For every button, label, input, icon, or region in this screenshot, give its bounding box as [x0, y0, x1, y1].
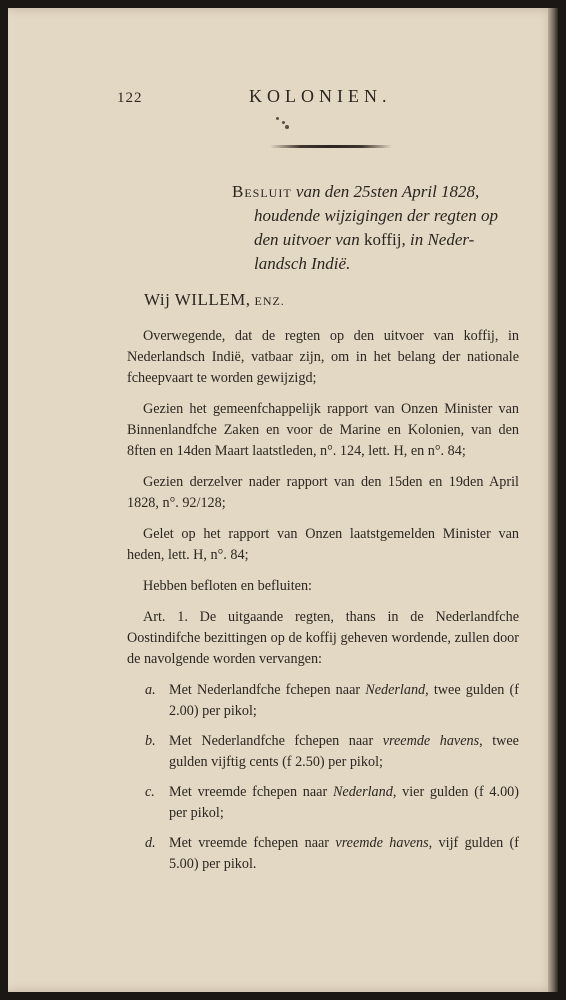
decree-heading-line-1: Besluit van den 25sten April 1828,	[232, 182, 480, 201]
paragraph-gezien-2: Gezien derzelver nader rapport van den 15den en 19den April 1828, n°. 92/128;	[127, 474, 519, 511]
decree-body	[127, 320, 519, 884]
page-number: 122	[117, 90, 143, 106]
list-item: a. Met Nederlandfche fchepen naar Nederland, twee gulden (f 2.00) per pikol;	[145, 682, 519, 719]
list-item: d. Met vreemde fchepen naar vreemde havens, vijf gulden (f 5.00) per pikol.	[145, 835, 519, 872]
page-header	[117, 86, 407, 114]
decree-heading-line-4: landsch Indië.	[254, 254, 351, 273]
paragraph-overwegende: Overwegende, dat de regten op den uitvoer van koffij, in Nederlandsch Indië, vatbaar zijn, om in het belang der nationale fcheepvaart te worden gewijzigd;	[127, 328, 519, 386]
list-item-letter: a.	[145, 682, 156, 698]
decree-heading-line-2: houdende wijzigingen der regten op	[254, 206, 498, 225]
ornament-rule	[270, 145, 392, 148]
king-enz: ENZ.	[250, 294, 285, 308]
list-item: c. Met vreemde fchepen naar Nederland, vier gulden (f 4.00) per pikol;	[145, 784, 519, 821]
paragraph-article-1: Art. 1. De uitgaande regten, thans in de Nederlandfche Oostindifche bezittingen op de koffij geheven wordende, zullen door de navolgende worden vervangen:	[127, 609, 519, 667]
king-name: Wij WILLEM,	[144, 290, 251, 309]
book-spine-edge	[548, 8, 558, 992]
running-title: KOLONIEN.	[249, 86, 392, 106]
decree-heading-line-3: den uitvoer van koffij, in Neder-	[254, 230, 475, 249]
list-item: b. Met Nederlandfche fchepen naar vreemde havens, twee gulden vijftig cents (f 2.50) per pikol;	[145, 733, 519, 770]
list-item-letter: c.	[145, 784, 155, 800]
king-address	[144, 290, 285, 310]
list-item-letter: d.	[145, 835, 156, 851]
list-item-letter: b.	[145, 733, 156, 749]
ornament-dots	[276, 116, 290, 130]
tariff-list	[127, 680, 519, 875]
paragraph-hebben-besloten: Hebben befloten en befluiten:	[143, 578, 313, 594]
decree-heading	[232, 180, 522, 276]
paragraph-gezien-1: Gezien het gemeenfchappelijk rapport van Onzen Minister van Binnenlandfche Zaken en voor de Marine en Kolonien, van den 8ften en 14den Maart laatstleden, n°. 124, lett. H, en n°. 84;	[127, 401, 519, 459]
paragraph-gelet: Gelet op het rapport van Onzen laatstgemelden Minister van heden, lett. H, n°. 84;	[127, 526, 519, 563]
